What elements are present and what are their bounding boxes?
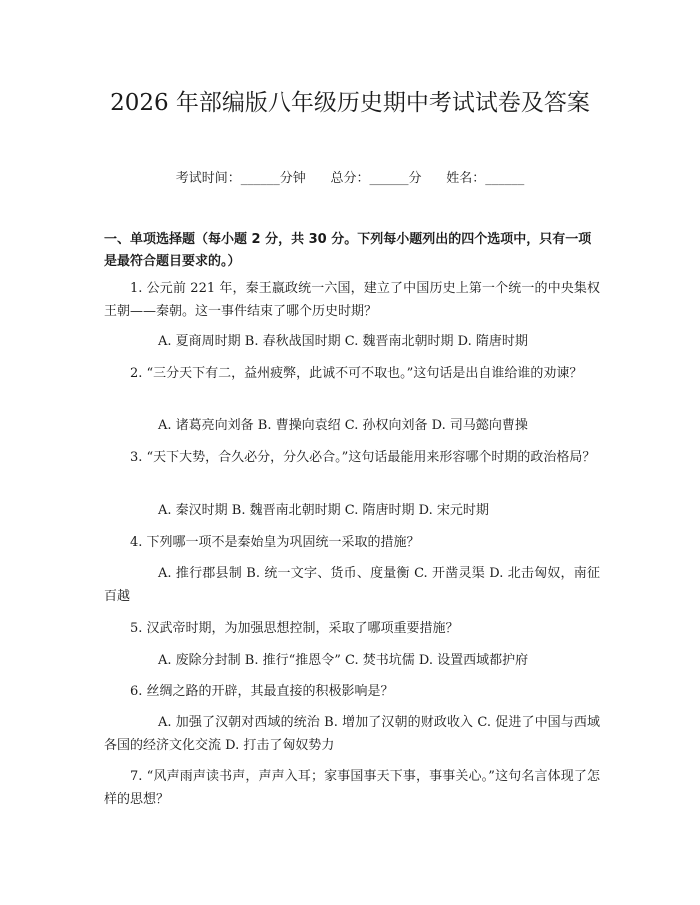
question-3-stem: 3. “天下大势，合久必分，分久必合。”这句话最能用来形容哪个时期的政治格局？	[130, 450, 596, 465]
document-title: 2026 年部编版八年级历史期中考试试卷及答案	[110, 90, 590, 116]
question-6-stem: 6. 丝绸之路的开辟，其最直接的积极影响是？	[130, 684, 394, 699]
question-2-options: A. 诸葛亮向刘备 B. 曹操向袁绍 C. 孙权向刘备 D. 司马懿向曹操	[158, 418, 528, 433]
question-1-options: A. 夏商周时期 B. 春秋战国时期 C. 魏晋南北朝时期 D. 隋唐时期	[158, 334, 528, 349]
question-6-options: A. 加强了汉朝对西域的统治 B. 增加了汉朝的财政收入 C. 促进了中国与西域各国的经济文化交流 D. 打击了匈奴势力	[104, 715, 600, 753]
question-2-stem: 2. “三分天下有二，益州疲弊，此诚不可不取也。”这句话是出自谁给谁的劝谏？	[130, 366, 583, 381]
section-heading-multiple-choice: 一、单项选择题（每小题 2 分，共 30 分。下列每小题列出的四个选项中，只有一项是最符合题目要求的。）	[104, 232, 592, 269]
question-7-stem: 7. “风声雨声读书声，声声入耳；家事国事天下事，事事关心。”这句名言体现了怎样的思想？	[104, 769, 600, 807]
question-5-stem: 5. 汉武帝时期，为加强思想控制，采取了哪项重要措施？	[130, 621, 459, 636]
question-4-stem: 4. 下列哪一项不是秦始皇为巩固统一采取的措施？	[130, 535, 420, 550]
question-5-options: A. 废除分封制 B. 推行“推恩令” C. 焚书坑儒 D. 设置西域都护府	[158, 653, 529, 668]
question-4-options: A. 推行郡县制 B. 统一文字、货币、度量衡 C. 开凿灵渠 D. 北击匈奴，南征百越	[104, 566, 600, 604]
question-1-stem: 1. 公元前 221 年，秦王嬴政统一六国，建立了中国历史上第一个统一的中央集权王朝——秦朝。这一事件结束了哪个历史时期？	[104, 281, 600, 319]
question-3-options: A. 秦汉时期 B. 魏晋南北朝时期 C. 隋唐时期 D. 宋元时期	[158, 503, 489, 518]
exam-info-line: 考试时间：______分钟 总分：______分 姓名：______	[175, 171, 525, 186]
